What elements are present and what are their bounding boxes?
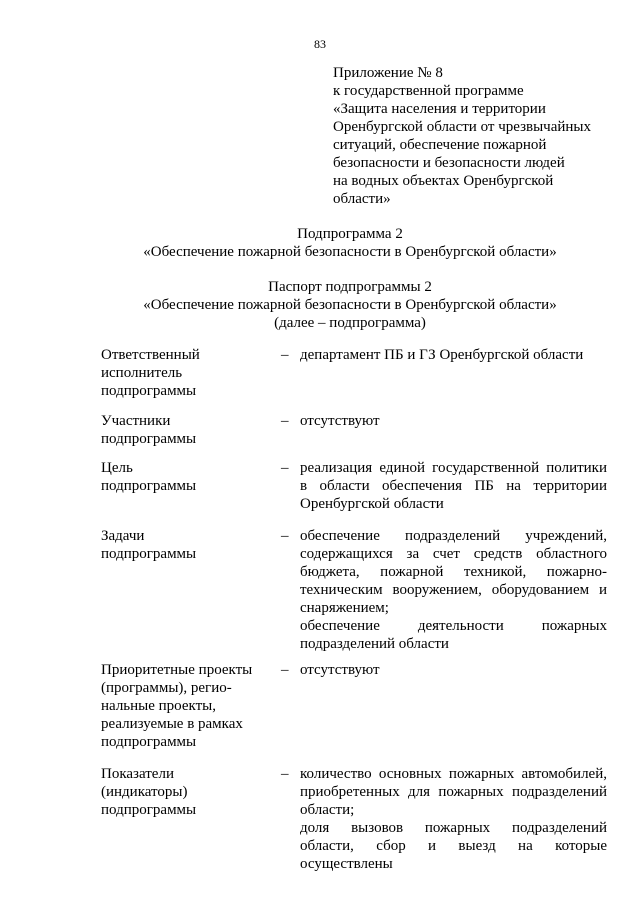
row-dash: –	[281, 460, 289, 476]
row-label-line: Участники	[101, 413, 171, 429]
appendix-line: на водных объектах Оренбургской	[333, 173, 554, 189]
passport-heading: Паспорт подпрограммы 2	[268, 279, 432, 295]
row-label	[101, 527, 276, 563]
appendix-line: «Защита населения и территории	[333, 101, 546, 117]
row-label-line: подпрограммы	[101, 546, 197, 562]
row-dash: –	[281, 528, 289, 544]
row-label-line: подпрограммы	[101, 478, 197, 494]
row-value	[300, 346, 607, 364]
row-label	[101, 765, 276, 819]
row-label-line: (индикаторы)	[101, 784, 188, 800]
appendix-line: Приложение № 8	[333, 65, 443, 81]
row-label-line: нальные проекты,	[101, 698, 216, 714]
row-value-paragraph: обеспечение подразделений учреждений, содержащихся за счет средств областного бюджета, пожарной техникой, пожарно-техническим вооружением, оборудованием и снаряжением;	[300, 528, 607, 616]
passport-note: (далее – подпрограмма)	[274, 315, 426, 331]
row-label-line: (программы), регио-	[101, 680, 232, 696]
passport-name: «Обеспечение пожарной безопасности в Оренбургской области»	[143, 297, 557, 313]
appendix-note	[333, 64, 633, 208]
row-label	[101, 346, 276, 400]
row-value-paragraph: доля вызовов пожарных подразделений области, сбор и выезд на которые осуществлены	[300, 820, 607, 872]
row-value	[300, 527, 607, 653]
row-value-paragraph: количество основных пожарных автомобилей, приобретенных для пожарных подразделений области;	[300, 766, 607, 818]
row-value	[300, 765, 607, 873]
row-label-line: подпрограммы	[101, 383, 197, 399]
row-label-line: Цель	[101, 460, 133, 476]
row-label-line: подпрограммы	[101, 431, 197, 447]
row-value-paragraph: отсутствуют	[300, 413, 380, 429]
row-label-line: подпрограммы	[101, 734, 197, 750]
appendix-line: безопасности и безопасности людей	[333, 155, 565, 171]
row-dash: –	[281, 662, 289, 678]
row-value-paragraph: департамент ПБ и ГЗ Оренбургской области	[300, 347, 584, 363]
row-value-paragraph: реализация единой государственной политики в области обеспечения ПБ на территории Оренбургской области	[300, 460, 607, 512]
row-label-line: исполнитель	[101, 365, 183, 381]
row-value-paragraph: обеспечение деятельности пожарных подразделений области	[300, 618, 607, 652]
row-label-line: Показатели	[101, 766, 174, 782]
row-dash: –	[281, 347, 289, 363]
subprogram-name: «Обеспечение пожарной безопасности в Оренбургской области»	[143, 244, 557, 260]
row-label-line: подпрограммы	[101, 802, 197, 818]
row-value	[300, 661, 607, 679]
row-value	[300, 412, 607, 430]
row-value	[300, 459, 607, 513]
row-label-line: реализуемые в рамках	[101, 716, 243, 732]
row-label	[101, 459, 276, 495]
appendix-line: Оренбургской области от чрезвычайных	[333, 119, 591, 135]
passport-title	[0, 278, 640, 332]
row-dash: –	[281, 766, 289, 782]
row-label-line: Ответственный	[101, 347, 200, 363]
row-label-line: Приоритетные проекты	[101, 662, 253, 678]
row-label-line: Задачи	[101, 528, 145, 544]
row-value-paragraph: отсутствуют	[300, 662, 380, 678]
subprogram-title	[0, 225, 640, 261]
row-dash: –	[281, 413, 289, 429]
appendix-line: ситуаций, обеспечение пожарной	[333, 137, 547, 153]
page-number: 83	[314, 37, 326, 51]
appendix-line: к государственной программе	[333, 83, 524, 99]
subprogram-heading: Подпрограмма 2	[297, 226, 403, 242]
row-label	[101, 412, 276, 448]
appendix-line: области»	[333, 191, 391, 207]
row-label	[101, 661, 276, 751]
